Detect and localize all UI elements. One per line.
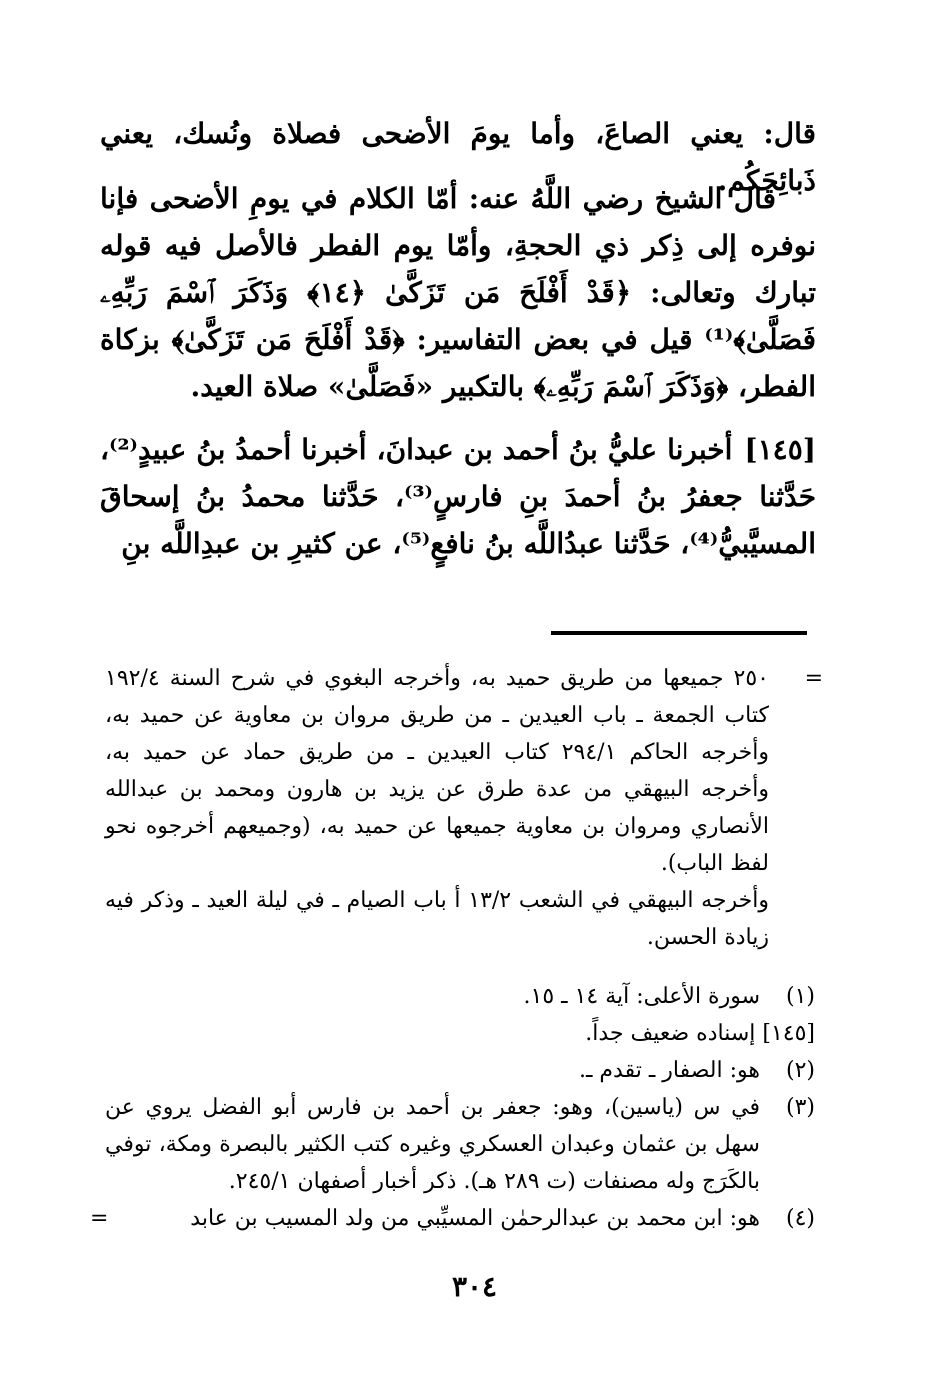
footnote-3 [105,1089,815,1200]
footnote-3-number: (٣) [785,1095,815,1120]
hadith-paragraph-text [100,426,816,567]
footnote-2-text: هو: الصفار ـ تقدم ـ. [578,1058,760,1083]
continuation-marker: = [804,666,823,691]
footnote-continuation-p1: ٢٥٠ جميعها من طريق حميد به، وأخرجه البغوي في شرح السنة ١٩٢/٤ كتاب الجمعة ـ باب العيدين ـ من طريق مروان بن معاوية عن حميد به، وأخرجه الحاكم ٢٩٤/١ كتاب العيدين ـ من طريق حماد عن حميد به، وأخرجه البيهقي من عدة طرق عن يزيد بن هارون ومحمد بن عبدالله الأنصاري ومروان بن معاوية جميعها عن حميد به، (وجميعهم أخرجوه نحو لفظ الباب). [105,666,769,876]
hadith-number: [١٤٥] [744,433,816,466]
hadith-chain-text: أخبرنا عليُّ بنُ أحمد بن عبدانَ، أخبرنا أحمدُ بنُ عبيدٍ⁽²⁾، حَدَّثنا جعفرُ بنُ أحمدَ بنِ فارسٍ⁽³⁾، حَدَّثنا محمدُ بنُ إسحاقَ المسيَّبيُّ⁽⁴⁾، حَدَّثنا عبدُاللَّه بنُ نافعٍ⁽⁵⁾، عن كثيرِ بن عبدِاللَّه بنِ [100,433,816,560]
footnote-continuation-body [105,660,769,956]
main-paragraph-2-text: قال الشيخ رضي اللَّهُ عنه: أمّا الكلام في يومِ الأضحى فإنا نوفره إلى ذِكر ذي الحجةِ، وأمّا يوم الفطر فالأصل فيه قوله تبارك وتعالى: ﴿قَدْ أَفْلَحَ مَن تَزَكَّىٰ ﴿١٤﴾ وَذَكَرَ ٱسْمَ رَبِّهِۦ فَصَلَّىٰ﴾⁽¹⁾ قيل في بعض التفاسير: ﴿قَدْ أَفْلَحَ مَن تَزَكَّىٰ﴾ بزكاة الفطر، ﴿وَذَكَرَ ٱسْمَ رَبِّهِۦ﴾ بالتكبير «فَصَلَّىٰ» صلاة العيد. [100,182,816,403]
footnote-hadith-145-text: [١٤٥] إسناده ضعيف جداً. [585,1021,815,1046]
footnote-separator [551,631,807,635]
footnote-list [90,978,815,1237]
footnote-1-number: (١) [785,984,815,1009]
footnote-2 [105,1052,815,1089]
footnote-continuation [105,660,823,956]
footnote-3-text: في س (ياسين)، وهو: جعفر بن أحمد بن فارس أبو الفضل يروي عن سهل بن عثمان وعبدان العسكري وغيره كتب الكثير بالبصرة ومكة، توفي بالكَرَج وله مصنفات (ت ٢٨٩ هـ). ذكر أخبار أصفهان ٢٤٥/١. [105,1095,760,1194]
hadith-paragraph [100,426,816,567]
footnote-4 [90,1200,815,1237]
footnote-4-text: هو: ابن محمد بن عبدالرحمٰن المسيِّبي من ولد المسيب بن عابد [190,1206,760,1231]
footnote-continuation-p2: وأخرجه البيهقي في الشعب ١٣/٢ أ باب الصيام ـ في ليلة العيد ـ وذكر فيه زيادة الحسن. [105,888,769,950]
footnote-2-number: (٢) [785,1058,815,1083]
footnote-1-text: سورة الأعلى: آية ١٤ ـ ١٥. [523,984,760,1009]
footnote-1 [105,978,815,1015]
main-paragraph-2 [100,175,816,410]
footnote-4-number: (٤) [785,1206,815,1231]
main-paragraph-1-text: قال: يعني الصاعَ، وأما يومَ الأضحى فصلاة ونُسك، يعني ذَبائِحَكُم. [100,117,816,197]
footnote-4-continuation-marker: = [90,1206,109,1231]
page-number: ٣٠٤ [451,1270,498,1303]
footnote-hadith-145 [105,1015,815,1052]
